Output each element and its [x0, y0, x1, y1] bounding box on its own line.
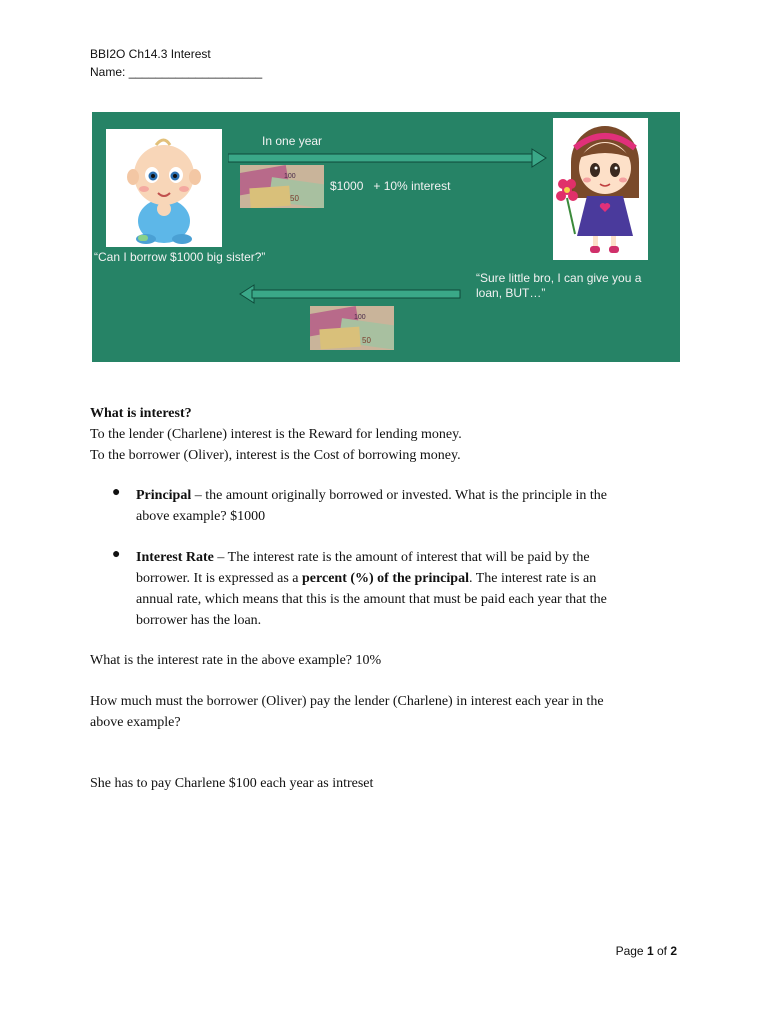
interest-rate-text-line1: – The interest rate is the amount of interest that will be paid by the [213, 550, 590, 565]
in-one-year-label: In one year [262, 134, 323, 148]
amount-plus-interest-label: $1000 + 10% interest [330, 179, 451, 193]
sister-quote-line1: “Sure little bro, I can give you a [476, 271, 642, 285]
page-number [616, 944, 677, 958]
baby-brother-picture [106, 129, 222, 247]
interest-rate-text-line4: borrower has the loan. [136, 613, 262, 628]
borrower-definition: To the borrower (Oliver), interest is the Cost of borrowing money. [90, 448, 461, 463]
of-word: of [653, 944, 671, 958]
sister-quote-line2: loan, BUT…” [476, 286, 546, 300]
money-image [310, 306, 394, 350]
page-word: Page [615, 944, 647, 958]
baby-quote: “Can I borrow $1000 big sister?” [94, 250, 266, 264]
money-image [240, 165, 324, 208]
question-interest-rate: What is the interest rate in the above example? 10% [90, 653, 382, 668]
principal-term: Principal [136, 488, 192, 503]
interest-rate-emphasis: percent (%) of the principal [302, 571, 469, 586]
section-heading: What is interest? [90, 406, 192, 421]
name-blank: ____________________ [128, 65, 263, 79]
current-page: 1 [646, 944, 654, 958]
total-pages: 2 [670, 944, 677, 958]
svg-text:100: 100 [354, 314, 366, 321]
interest-rate-text-line2c: . The interest rate is an [468, 571, 597, 586]
interest-rate-definition [136, 547, 666, 631]
big-sister-picture [553, 118, 648, 260]
interest-illustration-banner [92, 112, 680, 362]
bullet-dot: ● [112, 547, 121, 562]
interest-rate-text-line3: annual rate, which means that this is the amount that must be paid each year that the [136, 592, 607, 607]
question-interest-amount [90, 691, 670, 733]
document-title: BBI2O Ch14.3 Interest [90, 47, 211, 61]
principal-definition [136, 485, 666, 527]
svg-text:50: 50 [362, 336, 371, 345]
principal-text-line2: above example? $1000 [136, 509, 266, 524]
name-label: Name: [90, 65, 126, 79]
interest-rate-text-line2a: borrower. It is expressed as a [136, 571, 303, 586]
bullet-dot: ● [112, 485, 121, 500]
question-line2: above example? [90, 715, 181, 730]
svg-text:100: 100 [284, 173, 296, 180]
question-line1: How much must the borrower (Oliver) pay the lender (Charlene) in interest each year in the [90, 694, 604, 709]
lender-definition: To the lender (Charlene) interest is the Reward for lending money. [90, 427, 462, 442]
svg-text:50: 50 [290, 194, 299, 203]
answer-text: She has to pay Charlene $100 each year as intreset [90, 776, 374, 791]
arrow-left-icon [238, 284, 462, 304]
interest-rate-term: Interest Rate [136, 550, 214, 565]
principal-text-line1: – the amount originally borrowed or invested. What is the principle in the [191, 488, 607, 503]
name-field [90, 65, 262, 79]
